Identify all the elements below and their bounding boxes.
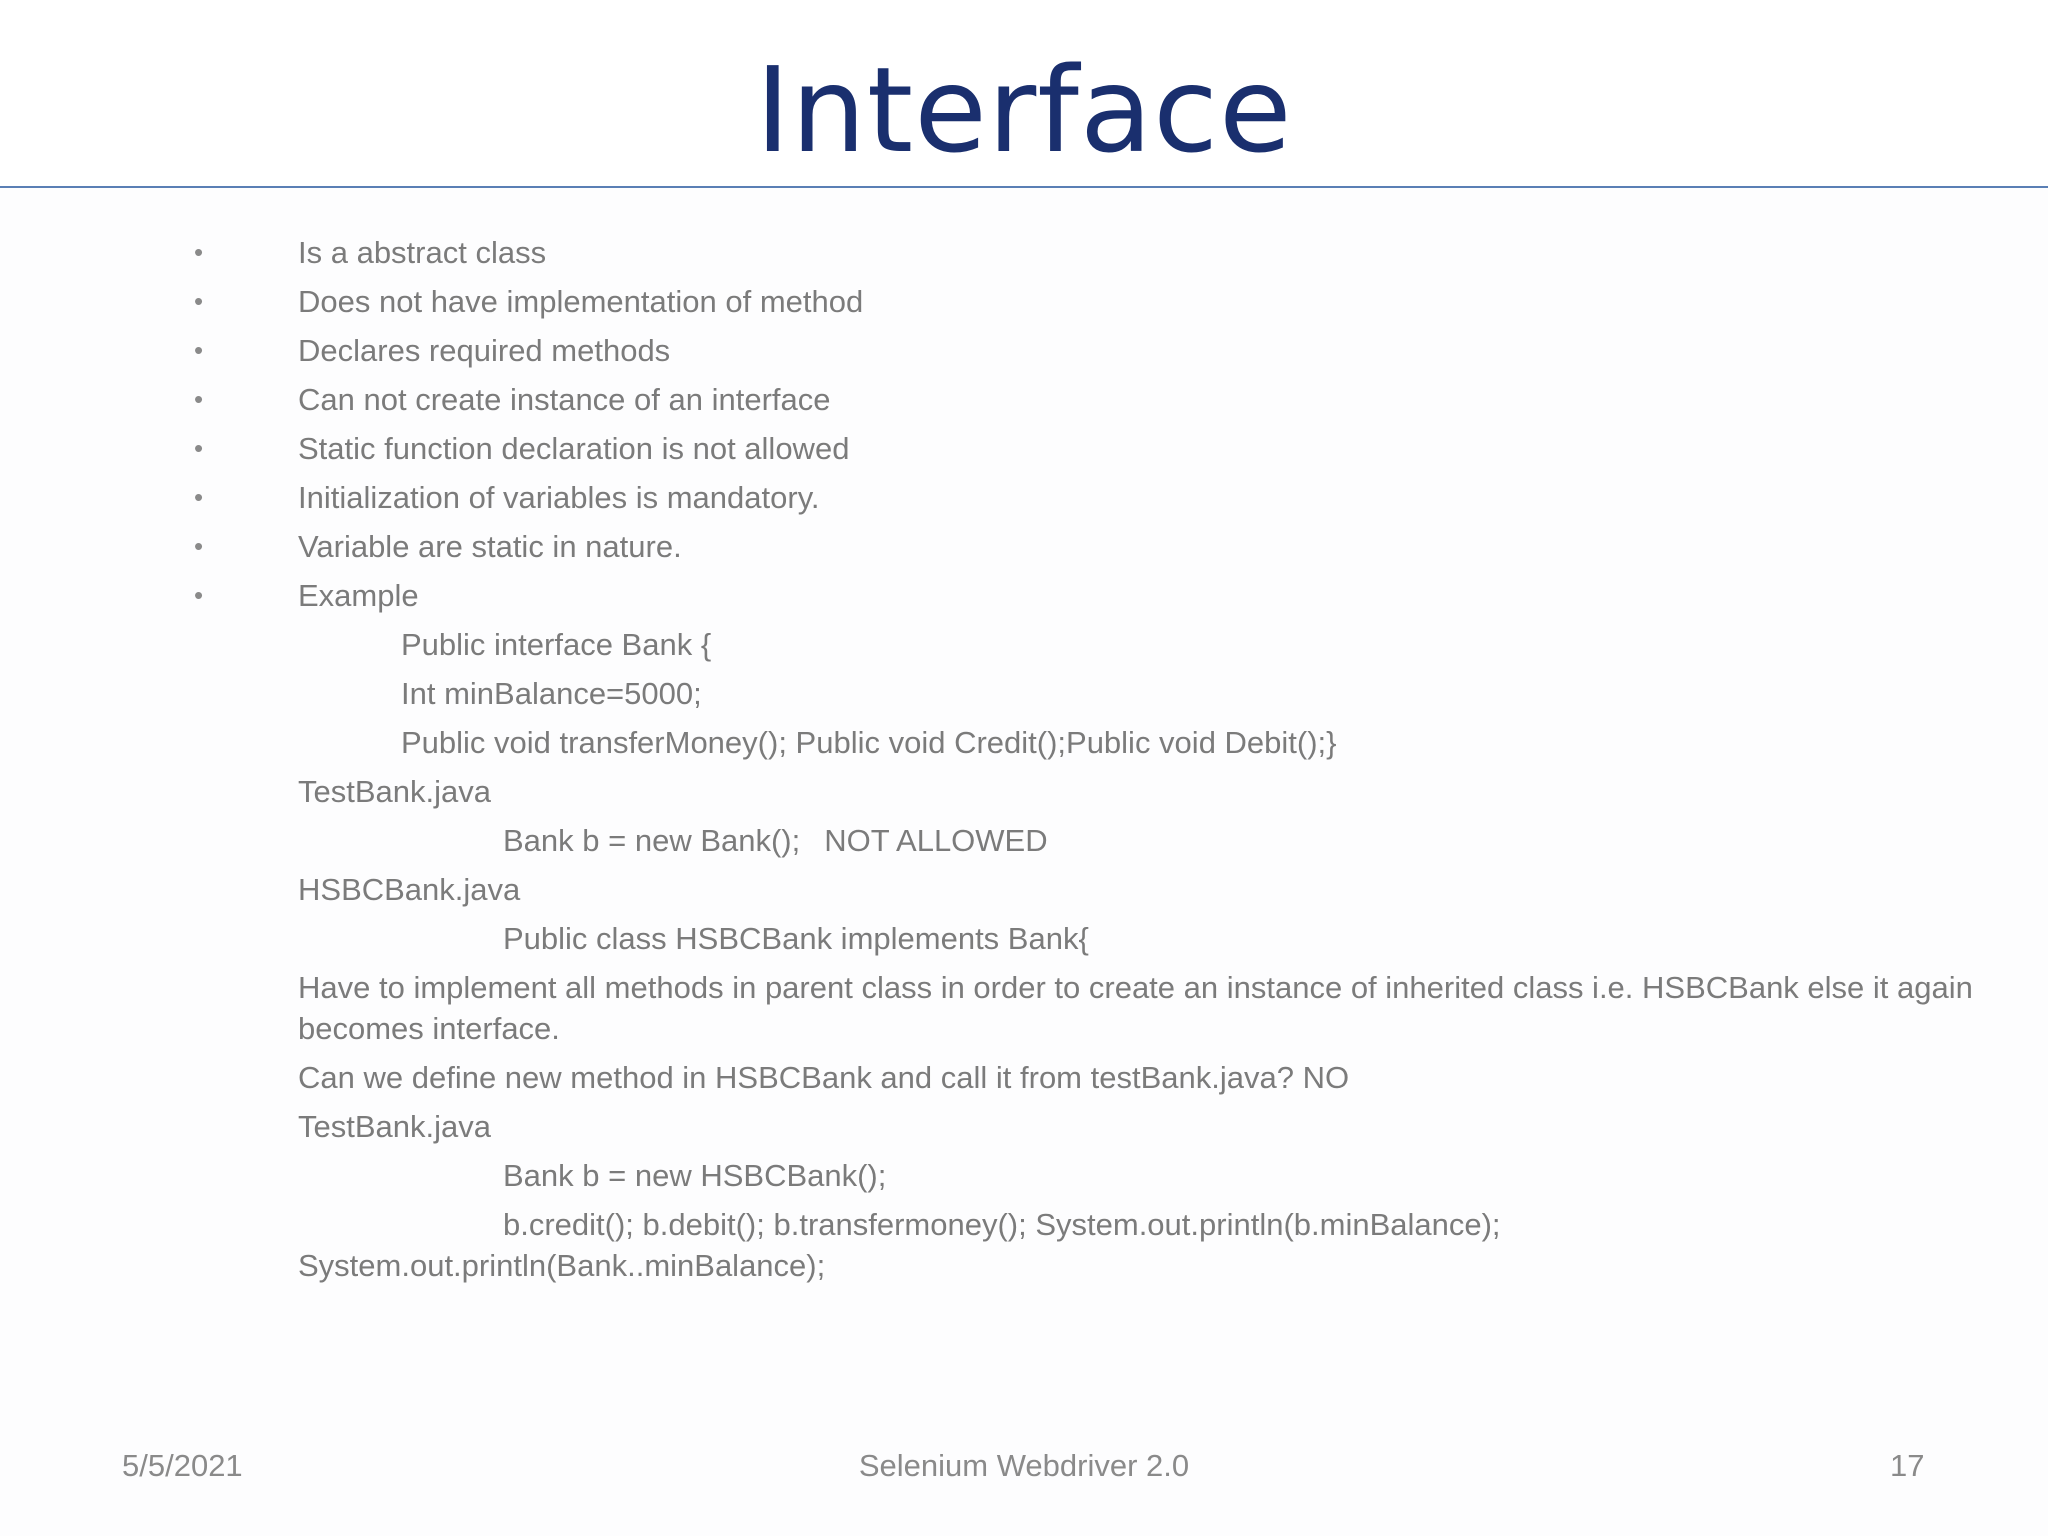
code-line bbox=[0, 914, 2048, 963]
code-text: Public class HSBCBank implements Bank{ bbox=[503, 921, 1089, 956]
code-text: Public interface Bank { bbox=[401, 627, 712, 662]
file-label bbox=[0, 767, 2048, 816]
question-text: Can we define new method in HSBCBank and call it from testBank.java? NO bbox=[298, 1060, 1350, 1095]
file-name: TestBank.java bbox=[298, 1109, 491, 1144]
code-line bbox=[0, 816, 2048, 865]
footer-date: 5/5/2021 bbox=[122, 1448, 243, 1483]
file-label bbox=[0, 865, 2048, 914]
bullet-icon: • bbox=[194, 433, 204, 463]
code-text: System.out.println(Bank..minBalance); bbox=[298, 1248, 826, 1283]
file-name: TestBank.java bbox=[298, 774, 491, 809]
bullet-icon: • bbox=[194, 335, 204, 365]
slide-content bbox=[0, 228, 2048, 1290]
code-line bbox=[0, 669, 2048, 718]
bullet-item bbox=[0, 326, 2048, 375]
page-number: 17 bbox=[1890, 1448, 1925, 1483]
bullet-text: Is a abstract class bbox=[298, 235, 547, 270]
code-text: Int minBalance=5000; bbox=[401, 676, 702, 711]
code-line bbox=[0, 718, 2048, 767]
bullet-item bbox=[0, 277, 2048, 326]
bullet-icon: • bbox=[194, 580, 204, 610]
file-name: HSBCBank.java bbox=[298, 872, 521, 907]
bullet-text: Variable are static in nature. bbox=[298, 529, 682, 564]
bullet-icon: • bbox=[194, 286, 204, 316]
bullet-text: Can not create instance of an interface bbox=[298, 382, 831, 417]
code-line bbox=[0, 1151, 2048, 1200]
bullet-text: Declares required methods bbox=[298, 333, 671, 368]
code-line bbox=[0, 1241, 2048, 1290]
code-text: Bank b = new HSBCBank(); bbox=[503, 1158, 887, 1193]
code-line bbox=[0, 1200, 2048, 1241]
bullet-text: Does not have implementation of method bbox=[298, 284, 864, 319]
code-text: b.credit(); b.debit(); b.transfermoney(); System.out.println(b.minBalance); bbox=[503, 1207, 1501, 1242]
code-text: Bank b = new Bank(); bbox=[503, 823, 801, 858]
bullet-item bbox=[0, 228, 2048, 277]
bullet-text: Static function declaration is not allowed bbox=[298, 431, 850, 466]
code-line bbox=[0, 620, 2048, 669]
bullet-text: Initialization of variables is mandatory. bbox=[298, 480, 820, 515]
bullet-item bbox=[0, 424, 2048, 473]
title-bar bbox=[0, 0, 2048, 188]
file-label bbox=[0, 1102, 2048, 1151]
bullet-icon: • bbox=[194, 531, 204, 561]
bullet-icon: • bbox=[194, 384, 204, 414]
question-line bbox=[0, 1053, 2048, 1102]
bullet-icon: • bbox=[194, 237, 204, 267]
code-with-note bbox=[503, 816, 1048, 865]
slide-title: Interface bbox=[755, 41, 1293, 179]
bullet-item bbox=[0, 375, 2048, 424]
explanation-paragraph: Have to implement all methods in parent class in order to create an instance of inherited class i.e. HSBCBank else it again becomes interface. bbox=[298, 970, 1973, 1046]
bullet-text: Example bbox=[298, 578, 419, 613]
bullet-item bbox=[0, 522, 2048, 571]
bullet-icon: • bbox=[194, 482, 204, 512]
not-allowed-note: NOT ALLOWED bbox=[824, 823, 1048, 858]
bullet-item bbox=[0, 571, 2048, 620]
code-text: Public void transferMoney(); Public void Credit();Public void Debit();} bbox=[401, 725, 1337, 760]
footer-title: Selenium Webdriver 2.0 bbox=[858, 1448, 1190, 1483]
bullet-item bbox=[0, 473, 2048, 522]
